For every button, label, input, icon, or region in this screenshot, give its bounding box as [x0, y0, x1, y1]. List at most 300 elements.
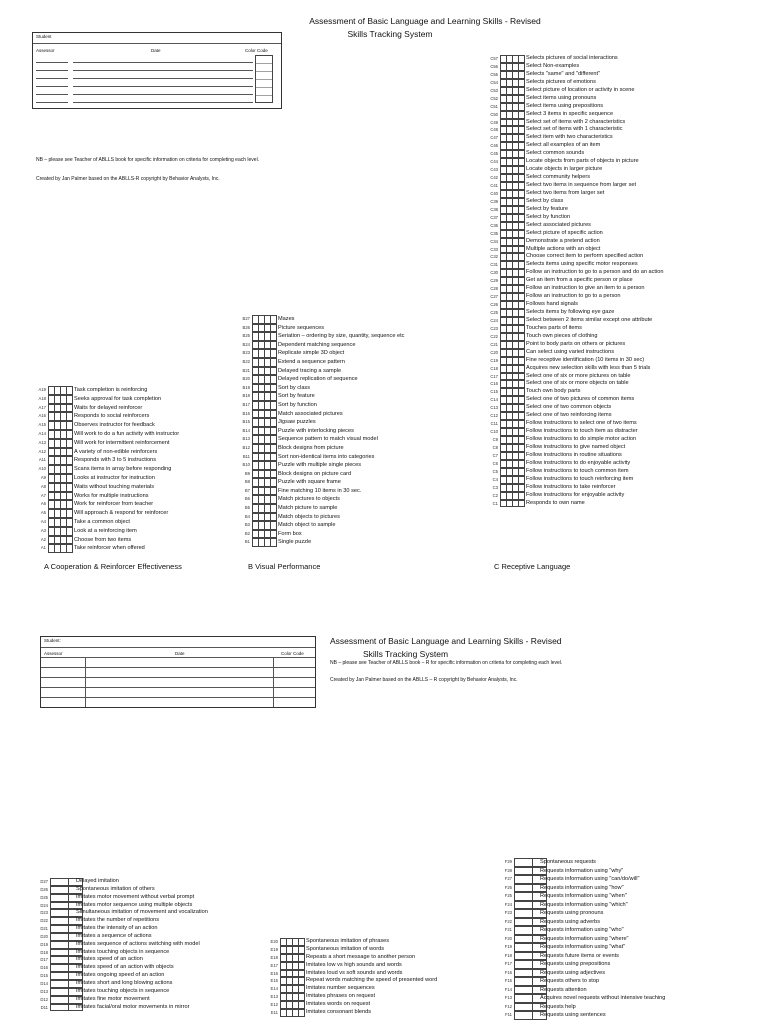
skill-description: Requests information using "how" — [540, 884, 624, 891]
score-boxes[interactable] — [48, 492, 73, 501]
skill-code: C16 — [490, 381, 498, 387]
score-boxes[interactable] — [500, 412, 525, 420]
skill-description: Picture sequences — [278, 324, 325, 331]
skill-row — [238, 349, 493, 358]
skill-code: C33 — [490, 246, 498, 252]
skill-row — [34, 509, 244, 518]
skill-row — [238, 444, 493, 453]
score-boxes[interactable] — [500, 150, 525, 158]
score-boxes[interactable] — [252, 384, 277, 393]
skill-description: Follow instructions to do simple motor action — [526, 436, 637, 442]
skill-description: Follow instructions to give named object — [526, 443, 626, 450]
page1-title: Assessment of Basic Language and Learning Skills - Revised — [309, 16, 541, 26]
score-boxes[interactable] — [252, 478, 277, 487]
score-boxes[interactable] — [500, 269, 525, 277]
skill-code: C40 — [490, 190, 498, 196]
skill-code: B27 — [242, 316, 250, 321]
score-boxes[interactable] — [500, 484, 525, 492]
score-boxes[interactable] — [500, 325, 525, 333]
skill-description: Block designs from picture — [278, 444, 344, 451]
skill-description: Sort by function — [278, 401, 317, 408]
skill-description: Imitates loud vs soft sounds and words — [306, 969, 403, 976]
score-boxes[interactable] — [500, 261, 525, 269]
skill-description: A variety of non-edible reinforcers — [74, 448, 158, 455]
score-boxes[interactable] — [500, 468, 525, 476]
skill-row — [486, 230, 756, 238]
score-boxes[interactable] — [48, 448, 73, 457]
skill-code: B9 — [244, 470, 250, 476]
skill-code: B16 — [242, 410, 250, 416]
score-boxes[interactable] — [280, 985, 305, 993]
skill-description: Imitates a sequence of actions — [76, 932, 152, 939]
skill-row — [500, 969, 760, 978]
score-boxes[interactable] — [500, 309, 525, 317]
skill-code: C55 — [490, 71, 498, 77]
score-boxes[interactable] — [500, 444, 525, 452]
skill-description: Waits for delayed reinforcer — [74, 404, 143, 411]
skill-description: Requests information using "where" — [540, 935, 629, 942]
skill-description: Sort by feature — [278, 393, 315, 400]
skill-row — [500, 935, 760, 944]
skill-description: Imitates low vs high sounds and words — [306, 961, 402, 968]
skill-row — [486, 404, 756, 412]
skill-row — [500, 926, 760, 935]
score-boxes[interactable] — [500, 388, 525, 396]
skill-code: C15 — [490, 389, 498, 395]
assessor-label: Assessor — [36, 48, 55, 53]
skill-description: Requests future items or events — [540, 952, 619, 959]
score-boxes[interactable] — [280, 993, 305, 1001]
skill-description: Select associated pictures — [526, 221, 591, 228]
score-boxes[interactable] — [500, 428, 525, 436]
skill-description: Fine matching 10 items in 30 sec. — [278, 487, 362, 494]
skill-row — [500, 884, 760, 893]
skill-description: Select item with two characteristics — [526, 134, 613, 141]
score-boxes[interactable] — [252, 358, 277, 367]
skill-description: Selects "same" and "different" — [526, 70, 601, 77]
score-boxes[interactable] — [280, 962, 305, 970]
score-boxes[interactable] — [500, 111, 525, 119]
skill-code: B4 — [244, 513, 250, 519]
skill-description: Match pictures to objects — [278, 496, 340, 503]
skill-description: Imitates phrases on request — [306, 993, 376, 1000]
skill-row — [486, 150, 756, 158]
skill-description: Follow instructions to do enjoyable activity — [526, 459, 631, 466]
page2-note-credit: Created by Jan Palmer based on the ABLLS – R copyright by Behavior Analysts, Inc. — [330, 677, 518, 683]
score-boxes[interactable] — [500, 158, 525, 166]
skill-code: C31 — [490, 262, 498, 268]
section-b-title: B Visual Performance — [248, 562, 321, 571]
assessor-row[interactable] — [36, 62, 68, 63]
score-boxes[interactable] — [48, 509, 73, 518]
skill-row — [486, 396, 756, 404]
skill-description: Select picture of specific action — [526, 229, 603, 236]
score-boxes[interactable] — [500, 301, 525, 309]
skill-code: F14 — [504, 986, 512, 992]
skill-row — [486, 341, 756, 349]
skill-row — [238, 358, 493, 367]
skill-description: Selects pictures of emotions — [526, 78, 596, 85]
skill-row — [36, 972, 281, 980]
section-f-list — [500, 858, 760, 1020]
skill-row — [486, 55, 756, 63]
skill-row — [500, 943, 760, 952]
skill-code: A1 — [40, 545, 46, 551]
color-code-cells[interactable] — [255, 55, 273, 103]
skill-description: Requests using pronouns — [540, 910, 604, 916]
score-boxes[interactable] — [500, 492, 525, 500]
skill-code: C47 — [490, 135, 498, 141]
skill-description: Select items using pronouns — [526, 94, 597, 101]
score-boxes[interactable] — [252, 401, 277, 410]
skill-description: Touch own body parts — [526, 388, 581, 395]
score-boxes[interactable] — [280, 954, 305, 962]
skill-row — [266, 1009, 511, 1017]
skill-row — [486, 182, 756, 190]
skill-row — [238, 341, 493, 350]
score-boxes[interactable] — [500, 190, 525, 198]
skill-description: Requests using prepositions — [540, 961, 611, 967]
score-boxes[interactable] — [500, 222, 525, 230]
skill-row — [34, 527, 244, 536]
score-boxes[interactable] — [48, 430, 73, 439]
score-boxes[interactable] — [500, 142, 525, 150]
page1-note-credit: Created by Jan Palmer based on the ABLLS-R copyright by Behavior Analysts, Inc. — [36, 176, 220, 182]
skill-code: C20 — [490, 349, 498, 355]
score-boxes[interactable] — [500, 476, 525, 484]
skill-code: B17 — [242, 401, 250, 407]
score-boxes[interactable] — [500, 404, 525, 412]
score-boxes[interactable] — [500, 500, 525, 508]
skill-description: Demonstrate a pretend action — [526, 237, 600, 244]
skill-description: Sort non-identical items into categories — [278, 453, 375, 460]
skill-description: Acquires novel requests without intensive teaching — [540, 995, 666, 1001]
skill-row — [266, 954, 511, 962]
skill-description: Select set of items with 2 characteristics — [526, 118, 626, 125]
skill-row — [238, 470, 493, 479]
skill-description: Sort by class — [278, 384, 311, 391]
skill-description: Follow an instruction to go to a person and do an action — [526, 269, 664, 276]
skill-description: Select one of six or more pictures on table — [526, 372, 631, 379]
score-boxes[interactable] — [500, 396, 525, 404]
skill-row — [486, 444, 756, 452]
score-boxes[interactable] — [48, 456, 73, 465]
skill-code: B3 — [244, 522, 250, 528]
skill-code: C13 — [490, 405, 498, 411]
skill-description: Requests attention — [540, 986, 587, 993]
score-boxes[interactable] — [500, 214, 525, 222]
score-boxes[interactable] — [500, 460, 525, 468]
score-boxes[interactable] — [252, 349, 277, 358]
skill-description: Follow instructions to take reinforcer — [526, 483, 616, 490]
skill-row — [238, 478, 493, 487]
skill-row — [486, 468, 756, 476]
skill-description: Delayed replication of sequence — [278, 376, 358, 383]
score-boxes[interactable] — [252, 315, 277, 324]
score-boxes[interactable] — [252, 435, 277, 444]
skill-row — [266, 970, 511, 978]
skill-row — [238, 453, 493, 462]
skill-code: B1 — [244, 539, 250, 545]
score-boxes[interactable] — [48, 412, 73, 421]
skill-row — [500, 909, 760, 918]
skill-row — [238, 410, 493, 419]
skill-code: C23 — [490, 325, 498, 331]
skill-row — [486, 420, 756, 428]
score-boxes[interactable] — [500, 253, 525, 261]
score-boxes[interactable] — [500, 349, 525, 357]
score-boxes[interactable] — [500, 452, 525, 460]
skill-code: F25 — [504, 893, 512, 898]
score-boxes[interactable] — [252, 324, 277, 333]
score-boxes[interactable] — [280, 1001, 305, 1009]
page1-note-criteria: NB – please see Teacher of ABLLS book for specific information on criteria for completing each level. — [36, 157, 260, 163]
score-boxes[interactable] — [500, 246, 525, 254]
skill-row — [238, 392, 493, 401]
skill-row — [36, 949, 281, 957]
skill-row — [238, 530, 493, 539]
score-boxes[interactable] — [500, 134, 525, 142]
skill-row — [34, 536, 244, 545]
score-boxes[interactable] — [252, 375, 277, 384]
skill-code: C54 — [490, 79, 498, 85]
section-a-title: A Cooperation & Reinforcer Effectiveness — [44, 562, 182, 571]
skill-code: C44 — [490, 159, 498, 165]
score-boxes[interactable] — [48, 474, 73, 483]
score-boxes[interactable] — [500, 380, 525, 388]
score-boxes[interactable] — [252, 521, 277, 530]
skill-row — [486, 301, 756, 309]
skill-description: Follow an instruction to give an item to a person — [526, 285, 645, 292]
skill-code: B18 — [242, 393, 250, 399]
skill-code: C24 — [490, 317, 498, 323]
skill-row — [36, 996, 281, 1004]
skill-description: Selects pictures of social interactions — [526, 55, 618, 61]
skill-code: C1 — [492, 500, 498, 506]
skill-row — [486, 119, 756, 127]
skill-code: C26 — [490, 302, 498, 308]
skill-code: B13 — [242, 436, 250, 442]
skill-row — [238, 367, 493, 376]
score-boxes[interactable] — [252, 332, 277, 341]
skill-code: F24 — [504, 901, 512, 907]
skill-row — [36, 878, 281, 886]
skill-row — [486, 206, 756, 214]
score-boxes[interactable] — [252, 367, 277, 376]
score-boxes[interactable] — [500, 285, 525, 293]
page2-title: Assessment of Basic Language and Learning Skills - Revised — [330, 636, 562, 646]
score-boxes[interactable] — [500, 174, 525, 182]
score-boxes[interactable] — [500, 373, 525, 381]
skill-code: C4 — [492, 476, 498, 482]
score-boxes[interactable] — [252, 504, 277, 513]
score-boxes[interactable] — [48, 500, 73, 509]
skill-description: Imitates motor movement without verbal prompt — [76, 893, 195, 900]
score-boxes[interactable] — [48, 465, 73, 474]
skill-row — [486, 293, 756, 301]
score-boxes[interactable] — [252, 461, 277, 470]
score-boxes[interactable] — [252, 444, 277, 453]
skill-row — [486, 357, 756, 365]
score-boxes[interactable] — [500, 87, 525, 95]
skill-row — [36, 894, 281, 902]
skill-description: Task completion is reinforcing — [74, 387, 148, 393]
score-boxes[interactable] — [280, 946, 305, 954]
skill-row — [486, 285, 756, 293]
score-boxes[interactable] — [48, 483, 73, 492]
score-boxes[interactable] — [252, 487, 277, 496]
score-boxes[interactable] — [280, 938, 305, 946]
skill-description: Puzzle with square frame — [278, 479, 341, 486]
skill-row — [36, 988, 281, 996]
skill-row — [34, 430, 244, 439]
score-boxes[interactable] — [500, 63, 525, 71]
skill-code: C36 — [490, 222, 498, 228]
score-boxes[interactable] — [252, 418, 277, 427]
skill-code: D20 — [40, 933, 48, 939]
score-boxes[interactable] — [500, 182, 525, 190]
score-boxes[interactable] — [48, 544, 73, 553]
score-boxes[interactable] — [500, 420, 525, 428]
score-boxes[interactable] — [252, 530, 277, 539]
skill-row — [486, 428, 756, 436]
skill-description: Seriation – ordering by size, quantity, sequence etc — [278, 333, 405, 340]
skill-row — [486, 222, 756, 230]
score-boxes[interactable] — [252, 495, 277, 504]
score-boxes[interactable] — [252, 538, 277, 547]
score-boxes[interactable] — [500, 436, 525, 444]
score-boxes[interactable] — [500, 71, 525, 79]
score-boxes[interactable] — [500, 341, 525, 349]
skill-description: Scans items in array before responding — [74, 466, 172, 473]
page1-subtitle: Skills Tracking System — [347, 29, 433, 39]
skill-row — [238, 513, 493, 522]
skill-code: C52 — [490, 95, 498, 101]
score-boxes[interactable] — [280, 970, 305, 978]
score-boxes[interactable] — [500, 317, 525, 325]
score-boxes[interactable] — [500, 119, 525, 127]
skill-code: A8 — [40, 483, 46, 489]
skill-description: Can select using varied instructions — [526, 348, 614, 355]
skill-row — [266, 946, 511, 954]
score-boxes[interactable] — [500, 95, 525, 103]
skill-row — [34, 386, 244, 395]
score-boxes[interactable] — [500, 79, 525, 87]
skill-code: C57 — [490, 56, 498, 61]
skill-code: C50 — [490, 111, 498, 117]
skill-description: Multiple actions with an object — [526, 245, 601, 252]
skill-row — [486, 134, 756, 142]
score-boxes[interactable] — [500, 126, 525, 134]
skill-row — [486, 198, 756, 206]
skill-description: Imitates touching objects in sequence — [76, 948, 170, 955]
score-boxes[interactable] — [500, 198, 525, 206]
score-boxes[interactable] — [48, 536, 73, 545]
score-boxes[interactable] — [252, 513, 277, 522]
score-boxes[interactable] — [48, 527, 73, 536]
skill-description: Select two items from larger set — [526, 189, 605, 196]
score-boxes[interactable] — [252, 470, 277, 479]
score-boxes[interactable] — [252, 453, 277, 462]
skill-code: C30 — [490, 270, 498, 276]
skill-description: Match object to sample — [278, 522, 336, 529]
score-boxes[interactable] — [500, 206, 525, 214]
skill-row — [486, 253, 756, 261]
skill-code: D22 — [40, 918, 48, 924]
skill-description: Requests using adjectives — [540, 969, 605, 976]
skill-code: D27 — [40, 879, 48, 884]
skill-row — [486, 246, 756, 254]
skill-row — [34, 412, 244, 421]
skill-description: Block designs on picture card — [278, 470, 352, 477]
score-boxes[interactable] — [48, 421, 73, 430]
skill-description: Select by class — [526, 197, 564, 204]
skill-row — [266, 993, 511, 1001]
score-boxes[interactable] — [48, 395, 73, 404]
skill-code: B6 — [244, 496, 250, 502]
score-boxes[interactable] — [252, 427, 277, 436]
score-boxes[interactable] — [252, 341, 277, 350]
score-boxes[interactable] — [280, 1009, 305, 1017]
skill-code: B23 — [242, 350, 250, 356]
skill-code: A17 — [38, 404, 46, 410]
score-boxes[interactable] — [280, 977, 305, 985]
skill-row — [486, 261, 756, 269]
skill-row — [486, 452, 756, 460]
score-boxes[interactable] — [500, 293, 525, 301]
page1-student-info-box — [32, 32, 282, 109]
skill-row — [34, 448, 244, 457]
score-boxes[interactable] — [48, 439, 73, 448]
score-boxes[interactable] — [500, 55, 525, 63]
score-boxes[interactable] — [252, 392, 277, 401]
skill-description: Imitates consonant blends — [306, 1009, 371, 1016]
score-boxes[interactable] — [500, 103, 525, 111]
score-boxes[interactable] — [500, 333, 525, 341]
skill-row — [238, 401, 493, 410]
assessor-label-2: Assessor — [44, 651, 63, 656]
score-boxes[interactable] — [500, 230, 525, 238]
score-boxes[interactable] — [252, 410, 277, 419]
skill-code: C42 — [490, 175, 498, 181]
skill-row — [500, 918, 760, 927]
score-boxes[interactable] — [500, 365, 525, 373]
score-boxes[interactable] — [500, 238, 525, 246]
skill-row — [500, 1011, 760, 1020]
skill-description: Simultaneous imitation of movement and vocalization — [76, 909, 208, 916]
skill-description: Choose correct item to perform specified action — [526, 253, 644, 260]
skill-description: Imitates words on request — [306, 1001, 371, 1008]
skill-description: Waits without touching materials — [74, 483, 155, 490]
skill-code: F20 — [504, 935, 512, 941]
skill-description: Requests help — [540, 1003, 576, 1010]
skill-row — [500, 977, 760, 986]
skill-code: C48 — [490, 127, 498, 133]
date-label-2: Date — [175, 651, 185, 656]
score-boxes[interactable] — [48, 404, 73, 413]
skill-code: E14 — [270, 986, 278, 992]
score-boxes[interactable] — [500, 277, 525, 285]
skill-row — [266, 938, 511, 946]
score-boxes[interactable] — [48, 518, 73, 527]
skill-code: B21 — [242, 367, 250, 373]
score-boxes[interactable] — [500, 166, 525, 174]
skill-description: Match associated pictures — [278, 410, 343, 417]
skill-code: F13 — [504, 995, 512, 1000]
skill-description: Follow instructions in routine situations — [526, 451, 622, 458]
score-boxes[interactable] — [48, 386, 73, 395]
score-boxes[interactable] — [500, 357, 525, 365]
